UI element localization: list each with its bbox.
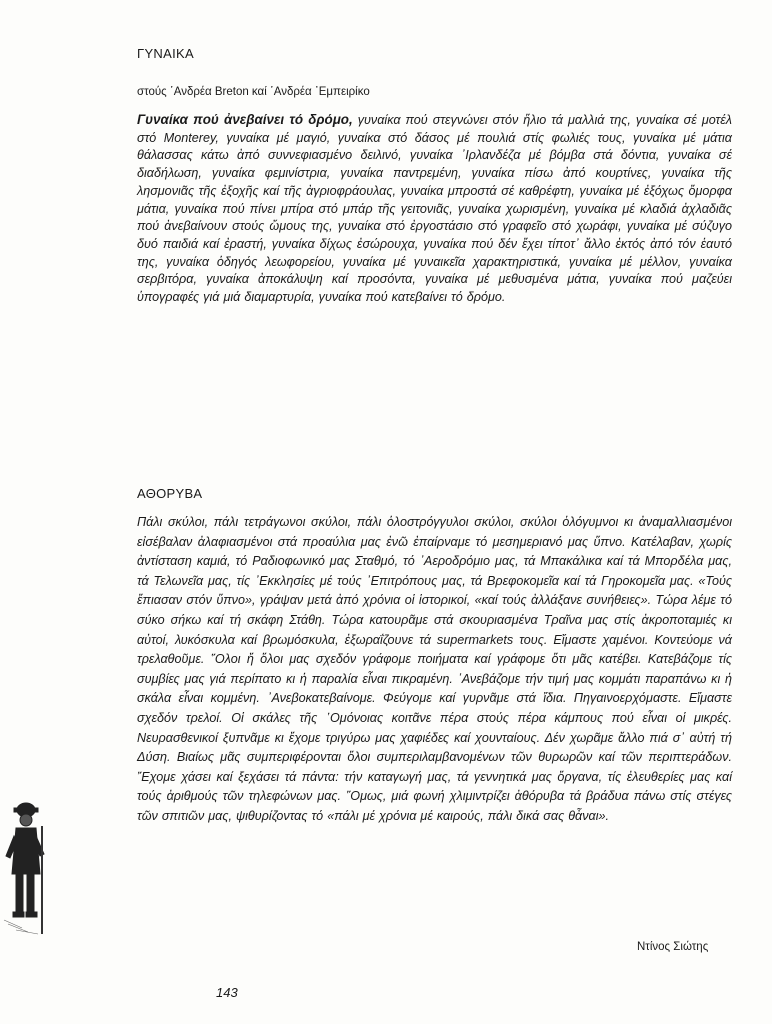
figure-illustration	[2, 796, 46, 936]
page-number: 143	[216, 985, 238, 1000]
poem1-body	[137, 111, 732, 307]
poem1-dedication: στούς ῾Ανδρέα Breton καί ῾Ανδρέα ᾿Εμπειρίκο	[137, 86, 370, 98]
poem1-text: γυναίκα πού στεγνώνει στόν ἥλιο τά μαλλιά της, γυναίκα σέ μοτέλ στό Monterey, γυναίκα μέ μαγιό, γυναίκα στό δάσος μέ πουλιά στίς φωλιές τους, γυναίκα μέ μάτια θάλασσας κάτω ἀπό συννεφιασμένο δειλινό, γυναίκα ᾿Ιρλανδέζα μέ βόμβα στά δόντια, γυναίκα σέ διαδήλωση, γυναίκα φεμινίστρια, γυναίκα παντρεμένη, γυναίκα πίσω ἀπό κουρτίνες, γυναίκα τῆς λησμονιᾶς τῆς ἐξοχῆς καί τῆς ἀγριοφράουλας, γυναίκα μπροστά σέ καθρέφτη, γυναίκα μέ ἐξόχως ὄμορφα μάτια, γυναίκα πού πίνει μπίρα στό μπάρ τῆς γειτονιᾶς, γυναίκα χωρισμένη, γυναίκα μέ κλαδιά ἀχλαδιᾶς πού ἀνεβαίνουν στούς ὤμους της, γυναίκα στό ἐργοστάσιο στό γραφεῖο στό χωράφι, γυναίκα μέ σύζυγο δυό παιδιά καί ἐραστή, γυναίκα δίχως ἐσώρουχα, γυναίκα πού δέν ἔχει τίποτ᾿ ἄλλο ἐκτός ἀπό τόν ἑαυτό της, γυναίκα ὁδηγός λεωφορείου, γυναίκα μέ γυναικεῖα χαρακτηριστικά, γυναίκα μέ μέλλον, γυναίκα σερβιτόρα, γυναίκα ἀποκάλυψη καί προσόντα, γυναίκα μέ μεθυσμένα μάτια, γυναίκα πού μαζεύει ὑπογραφές γιά μιά διαμαρτυρία, γυναίκα πού κατεβαίνει τό δρόμο.	[137, 113, 732, 305]
author-name: Ντίνος Σιώτης	[637, 941, 709, 953]
poem2-title: ΑΘΟΡΥΒΑ	[137, 486, 203, 501]
poem2-body: Πάλι σκύλοι, πάλι τετράγωνοι σκύλοι, πάλι ὁλοστρόγγυλοι σκύλοι, σκύλοι ὁλόγυμνοι κι ἀναμαλλιασμένοι εἰσέβαλαν ἀλαφιασμένοι στά προαύλια μας ἐνῶ ἐπαίρναμε τό μεσημεριανό μας ὕπνο. Κατέλαβαν, χωρίς ἀντίσταση καμιά, τό Ραδιοφωνικό μας Σταθμό, τό ᾿Αεροδρόμιο μας, τά Μπακάλικα καί τά Μπορδέλα μας, τά Τελωνεῖα μας, τίς ᾿Εκκλησίες μέ τούς ᾿Επιτρόπους μας, τά Βρεφοκομεῖα καί τά Γηροκομεῖα μας. «Τούς ἔπιασαν στόν ὕπνο», γράψαν μετά ἀπό χρόνια οἱ ἱστορικοί, «καί τούς ἀλλάξανε συνήθειες». Τώρα λέμε τό σύκο σήκω καί τή σκάφη Στάθη. Τώρα κατουρᾶμε στά σκουριασμένα Τραῖνα μας στίς ἀκροποταμιές κι αὐτοί, λυκόσκυλα καί βρωμόσκυλα, ἐξωραΐζουνε τά supermarkets τους. Εἴμαστε χαμένοι. Κοντεύομε νά τρελαθοῦμε. ῞Ολοι ἤ ὅλοι μας σχεδόν γράφομε ποιήματα καί γράφομε ὅτι μᾶς κατέβει. Κατεβάζομε τίς συμβίες μας γιά περίπατο κι ἡ παραλία εἶναι πικραμένη. ᾿Ανεβάζομε τήν τιμή μας κομμάτι παραπάνω κι ἡ σκάλα εἶναι κομμένη. ᾿Ανεβοκατεβαίνομε. Φεύγομε καί γυρνᾶμε στά ἴδια. Πηγαινοερχόμαστε. Εἴμαστε σχεδόν τρελοί. Οἱ σκάλες τῆς ῾Ομόνοιας κοιτᾶνε πέρα στούς πέρα κάμπους πού εἶναι οἱ μικρές. Νευρασθενικοί ξυπνᾶμε κι ἔχομε τριγύρω μας χαφιέδες καί χουνταίους. Δέν χωρᾶμε ἄλλο πιά σ᾿ αὐτή τή Δύση. Βιαίως μᾶς συμπεριφέρονται ὅλοι συμπεριλαμβανομένων τῶν θυρωρῶν καί τῶν περιπτεράδων. ῎Εχομε χάσει καί ξεχάσει τά πάντα: τήν καταγωγή μας, τά γεννητικά μας ὄργανα, τίς ἐλευθερίες μας καί τούς ἀριθμούς τῶν τηλεφώνων μας. ῞Ομως, μιά φωνή χλιμιντρίζει ἀθόρυβα τά βράδυα πάνω στίς στέγες τῶν σπιτιῶν μας, ψιθυρίζοντας τό «πάλι μέ χρόνια μέ καιρούς, πάλι δικά σας θἆναι».	[137, 515, 732, 823]
poem1-lead: Γυναίκα πού ἀνεβαίνει τό δρόμο,	[137, 112, 353, 127]
poem1-title: ΓΥΝΑΙΚΑ	[137, 46, 194, 61]
